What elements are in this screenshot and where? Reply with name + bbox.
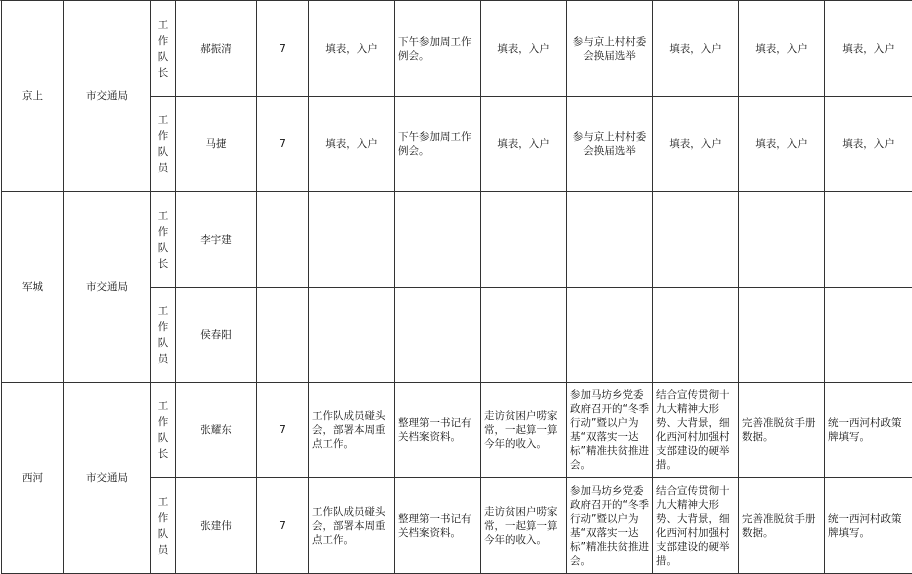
role-char: 队 <box>154 335 172 351</box>
activity-cell <box>653 288 739 383</box>
activity-cell: 填表，入户 <box>653 1 739 97</box>
activity-cell: 统一西河村政策牌填写。 <box>825 383 912 478</box>
village-cell: 军城 <box>2 192 64 383</box>
work-log-table <box>1 0 912 574</box>
activity-cell: 统一西河村政策牌填写。 <box>825 478 912 574</box>
activity-cell: 填表，入户 <box>739 1 825 97</box>
activity-cell <box>309 288 395 383</box>
activity-cell: 完善准脱贫手册数据。 <box>739 478 825 574</box>
days-cell <box>257 288 309 383</box>
role-char: 队 <box>154 240 172 256</box>
role-char: 队 <box>154 430 172 446</box>
activity-cell: 填表，入户 <box>309 1 395 97</box>
name-cell: 李宇建 <box>176 192 257 288</box>
activity-cell: 结合宣传贯彻十九大精神大形势、大背景，细化西河村加强村支部建设的硬举措。 <box>653 478 739 574</box>
village-cell: 西河 <box>2 383 64 574</box>
role-char: 长 <box>154 256 172 272</box>
role-cell <box>151 478 176 574</box>
village-cell: 京上 <box>2 1 64 192</box>
activity-cell <box>739 192 825 288</box>
days-cell: 7 <box>257 383 309 478</box>
activity-cell: 工作队成员碰头会，部署本周重点工作。 <box>309 478 395 574</box>
role-cell <box>151 288 176 383</box>
activity-cell: 整理第一书记有关档案资料。 <box>395 478 481 574</box>
activity-cell: 填表，入户 <box>825 1 912 97</box>
days-cell: 7 <box>257 97 309 192</box>
role-cell <box>151 1 176 97</box>
name-cell: 郝振清 <box>176 1 257 97</box>
table-row <box>2 192 912 288</box>
role-char: 员 <box>154 542 172 558</box>
activity-cell <box>567 192 653 288</box>
activity-cell: 下午参加周工作例会。 <box>395 97 481 192</box>
activity-cell: 下午参加周工作例会。 <box>395 1 481 97</box>
activity-cell <box>825 288 912 383</box>
role-char: 作 <box>154 224 172 240</box>
role-char: 长 <box>154 65 172 81</box>
role-char: 队 <box>154 49 172 65</box>
activity-cell: 工作队成员碰头会，部署本周重点工作。 <box>309 383 395 478</box>
activity-cell <box>309 192 395 288</box>
activity-cell: 走访贫困户唠家常，一起算一算今年的收入。 <box>481 383 567 478</box>
role-cell <box>151 192 176 288</box>
role-char: 员 <box>154 351 172 367</box>
activity-cell: 结合宣传贯彻十九大精神大形势、大背景，细化西河村加强村支部建设的硬举措。 <box>653 383 739 478</box>
activity-cell <box>481 192 567 288</box>
role-char: 工 <box>154 208 172 224</box>
role-char: 工 <box>154 303 172 319</box>
activity-cell <box>395 192 481 288</box>
activity-cell: 整理第一书记有关档案资料。 <box>395 383 481 478</box>
role-char: 工 <box>154 398 172 414</box>
activity-cell <box>739 288 825 383</box>
unit-cell: 市交通局 <box>64 1 151 192</box>
role-char: 队 <box>154 526 172 542</box>
name-cell: 马捷 <box>176 97 257 192</box>
role-cell <box>151 383 176 478</box>
activity-cell: 填表，入户 <box>481 1 567 97</box>
name-cell: 张耀东 <box>176 383 257 478</box>
activity-cell: 填表，入户 <box>653 97 739 192</box>
name-cell: 侯春阳 <box>176 288 257 383</box>
role-char: 员 <box>154 160 172 176</box>
activity-cell: 填表，入户 <box>481 97 567 192</box>
unit-cell: 市交通局 <box>64 383 151 574</box>
activity-cell <box>481 288 567 383</box>
days-cell <box>257 192 309 288</box>
activity-cell: 填表，入户 <box>309 97 395 192</box>
role-char: 工 <box>154 494 172 510</box>
activity-cell <box>395 288 481 383</box>
activity-cell: 参加马坊乡党委政府召开的“冬季行动”暨以户为基“双落实一达标”精准扶贫推进会。 <box>567 478 653 574</box>
activity-cell <box>567 288 653 383</box>
days-cell: 7 <box>257 478 309 574</box>
activity-cell <box>653 192 739 288</box>
role-char: 作 <box>154 414 172 430</box>
activity-cell: 填表，入户 <box>739 97 825 192</box>
role-char: 作 <box>154 128 172 144</box>
activity-cell: 参加马坊乡党委政府召开的“冬季行动”暨以户为基“双落实一达标”精准扶贫推进会。 <box>567 383 653 478</box>
activity-cell: 参与京上村村委会换届选举 <box>567 97 653 192</box>
role-char: 工 <box>154 112 172 128</box>
role-char: 作 <box>154 510 172 526</box>
days-cell: 7 <box>257 1 309 97</box>
name-cell: 张建伟 <box>176 478 257 574</box>
activity-cell: 完善准脱贫手册数据。 <box>739 383 825 478</box>
role-char: 作 <box>154 33 172 49</box>
role-char: 队 <box>154 144 172 160</box>
role-cell <box>151 97 176 192</box>
role-char: 作 <box>154 319 172 335</box>
table-row <box>2 1 912 97</box>
role-char: 长 <box>154 446 172 462</box>
activity-cell <box>825 192 912 288</box>
role-char: 工 <box>154 17 172 33</box>
activity-cell: 填表，入户 <box>825 97 912 192</box>
activity-cell: 走访贫困户唠家常，一起算一算今年的收入。 <box>481 478 567 574</box>
activity-cell: 参与京上村村委会换届选举 <box>567 1 653 97</box>
table-row <box>2 383 912 478</box>
unit-cell: 市交通局 <box>64 192 151 383</box>
